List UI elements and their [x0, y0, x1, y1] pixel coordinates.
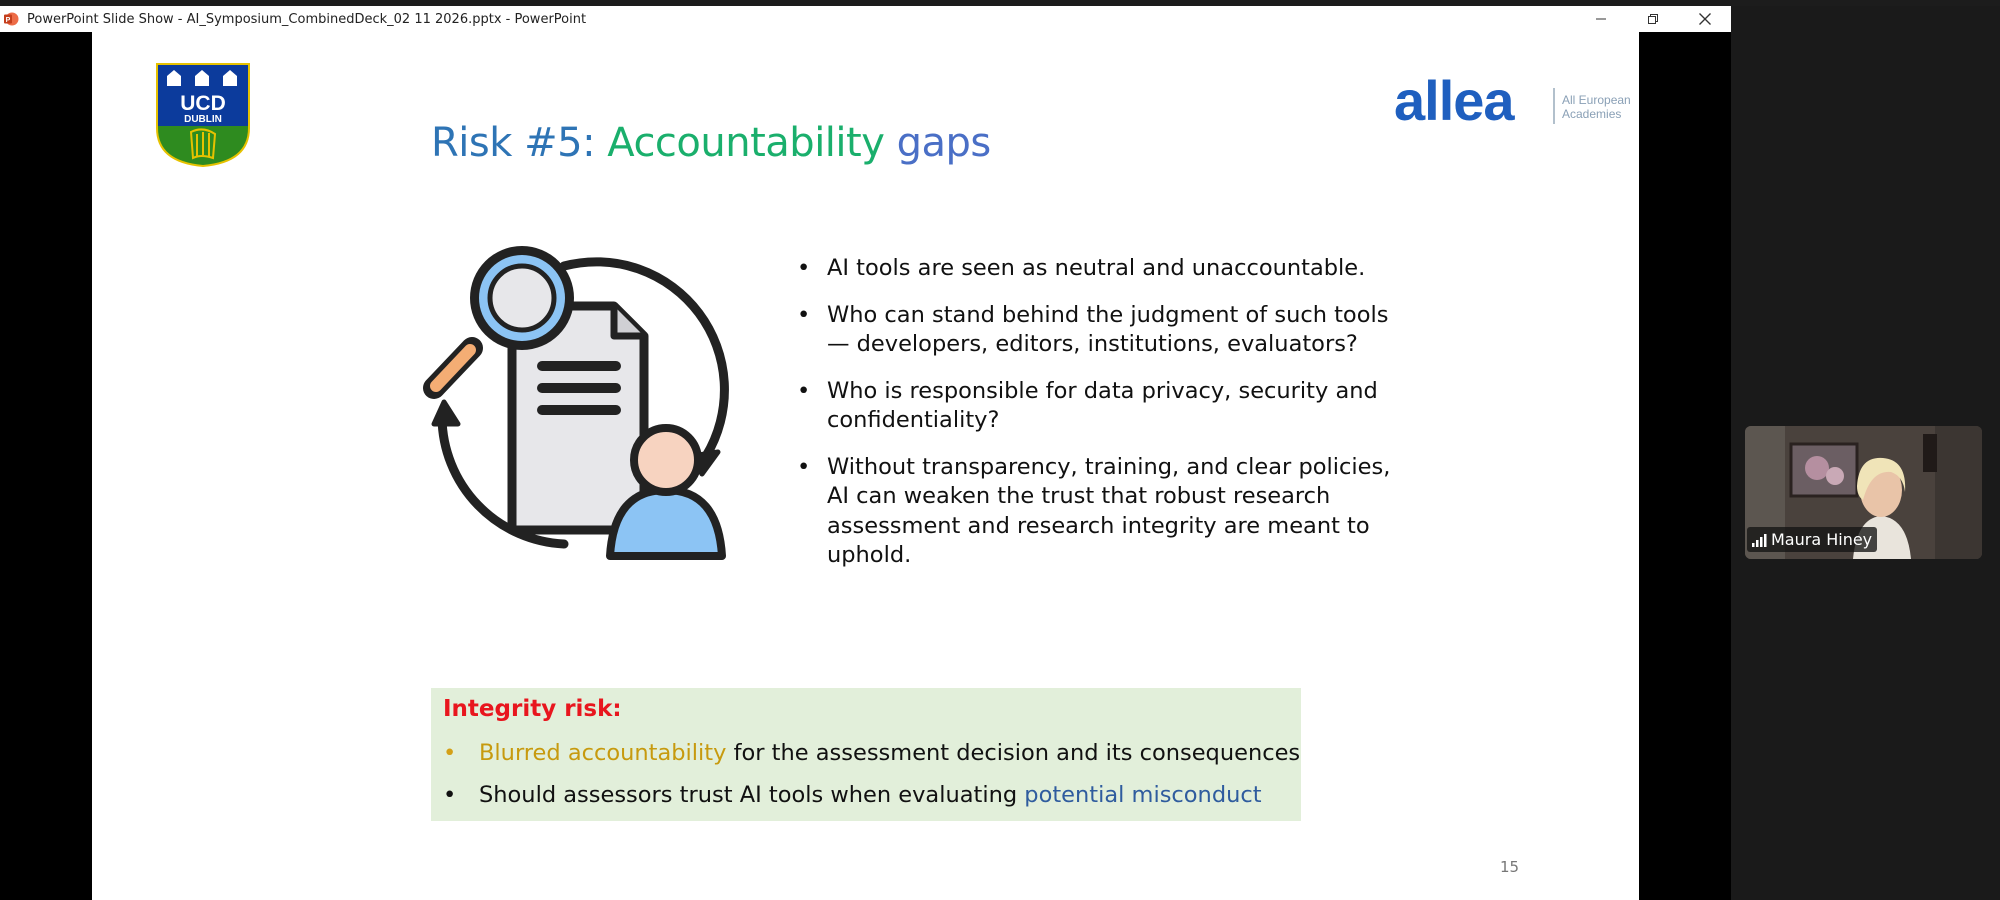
potential-misconduct-highlight: potential misconduct [1024, 782, 1262, 808]
slide[interactable] [92, 32, 1639, 900]
ucd-logo-subtext: DUBLIN [184, 114, 222, 125]
allea-tagline-1: All European [1562, 93, 1631, 107]
close-button[interactable] [1679, 6, 1731, 32]
participant-video-tile[interactable] [1745, 426, 1982, 559]
restore-icon [1647, 13, 1659, 25]
bullet-dot: • [443, 740, 457, 766]
window-controls [1575, 6, 1731, 32]
accountability-illustration [414, 238, 734, 568]
slide-number: 15 [1500, 858, 1520, 876]
minimize-button[interactable] [1575, 6, 1627, 32]
title-part-1: Risk #5: [431, 120, 608, 166]
risk-line-2-text: Should assessors trust AI tools when evaluating [479, 782, 1025, 808]
risk-line-2 [443, 782, 1262, 808]
title-part-3: gaps [884, 120, 991, 166]
restore-button[interactable] [1627, 6, 1679, 32]
bullet-item: • Without transparency, training, and clear policies, AI can weaken the trust that robust research assessment and research integrity are meant to uphold. [797, 453, 1397, 571]
svg-text:P: P [5, 17, 11, 24]
bullet-list [797, 254, 1397, 588]
risk-line-1-text: for the assessment decision and its consequences [726, 740, 1301, 766]
close-icon [1698, 12, 1712, 26]
integrity-risk-heading: Integrity risk: [443, 696, 622, 722]
bullet-item: • Who can stand behind the judgment of such tools — developers, editors, institutions, evaluators? [797, 301, 1397, 360]
bullet-dot: • [443, 782, 457, 808]
title-bar [0, 6, 1731, 32]
signal-bars-icon [1751, 532, 1767, 548]
ucd-logo-text: UCD [180, 92, 226, 115]
ucd-logo [155, 62, 251, 168]
minimize-icon [1595, 13, 1607, 25]
bullet-item: • Who is responsible for data privacy, security and confidentiality? [797, 377, 1397, 436]
risk-line-1 [443, 740, 1300, 766]
powerpoint-window [0, 6, 1731, 900]
integrity-risk-box [431, 688, 1301, 821]
slide-title [431, 120, 991, 166]
blurred-accountability-highlight: Blurred accountability [479, 740, 727, 766]
allea-logo-text: allea [1394, 69, 1514, 132]
participant-name-tag [1747, 527, 1877, 552]
window-title: PowerPoint Slide Show - AI_Symposium_CombinedDeck_02 11 2026.pptx - PowerPoint [27, 11, 587, 27]
powerpoint-icon [3, 11, 19, 27]
participant-name: Maura Hiney [1771, 530, 1873, 549]
allea-logo [1394, 68, 1634, 132]
allea-tagline-2: Academies [1562, 107, 1622, 121]
title-part-2: Accountability [607, 120, 885, 166]
bullet-item: • AI tools are seen as neutral and unaccountable. [797, 254, 1397, 284]
